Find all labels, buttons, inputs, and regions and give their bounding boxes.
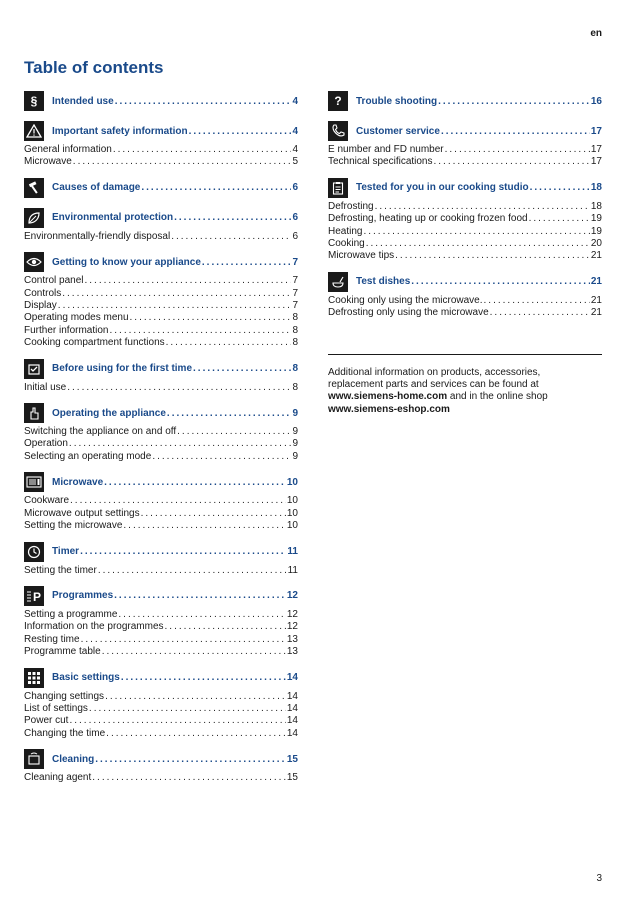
dot-leader [363,226,589,238]
toc-entry-text: Cooking compartment functions [24,337,165,349]
toc-entry-text: Control panel [24,275,84,287]
dot-leader [193,363,291,374]
toc-page: 15 [286,772,298,784]
toc-heading[interactable] [24,402,298,424]
toc-entry[interactable] [328,238,602,250]
toc-page: 12 [286,608,298,620]
toc-entry[interactable] [328,213,602,225]
dot-leader [89,703,286,715]
dot-leader [490,307,590,319]
toc-entry-text: Microwave tips [328,250,395,262]
toc-entry[interactable] [24,691,298,703]
svg-text:P: P [33,589,42,603]
toc-section [24,358,298,394]
dot-leader [81,634,286,646]
dot-leader [69,438,292,450]
toc-heading-line [52,408,298,419]
warning-triangle-icon [24,121,44,141]
toc-entry[interactable] [328,226,602,238]
toc-entry-text: Programme table [24,646,101,658]
toc-heading[interactable] [328,271,602,293]
dot-leader [98,565,287,577]
toc-heading[interactable] [24,177,298,199]
toc-section [24,471,298,532]
toc-heading-text: Customer service [356,125,440,137]
toc-page: 18 [590,200,602,212]
toc-entry[interactable] [24,703,298,715]
toc-entry-text: Display [24,300,57,312]
dot-leader [67,382,291,394]
toc-page: 4 [292,125,298,137]
toc-page: 10 [286,476,298,488]
toc-heading-text: Intended use [52,95,114,107]
dot-leader [106,728,286,740]
toc-page: 9 [292,426,298,438]
dot-leader [395,250,590,262]
dot-leader [58,300,292,312]
toc-heading-text: Environmental protection [52,212,174,224]
toc-entry[interactable] [24,144,298,156]
dot-leader [73,156,292,168]
toc-entry[interactable] [328,250,602,262]
dot-leader [375,201,590,213]
toc-entry-text: Operation [24,438,68,450]
toc-heading-line [52,212,298,223]
clock-icon [24,542,44,562]
dot-leader [530,182,590,193]
toc-entry-text: Further information [24,324,109,336]
toc-entry[interactable] [328,295,602,307]
toc-section [24,748,298,784]
toc-entry-text: List of settings [24,702,88,714]
dot-leader [70,495,286,507]
toc-entry[interactable] [24,426,298,438]
toc-page: 21 [590,250,602,262]
dot-leader [95,754,286,765]
grid-settings-icon [24,668,44,688]
toc-heading-text: Cleaning [52,753,95,765]
toc-entry[interactable] [24,634,298,646]
toc-entry[interactable] [24,382,298,394]
dot-leader [123,520,285,532]
additional-info [328,367,602,417]
toc-page: 14 [286,690,298,702]
toc-entry[interactable] [24,646,298,658]
question-mark-icon: ? [328,91,348,111]
toc-entry[interactable] [328,144,602,156]
toc-entry[interactable] [24,275,298,287]
toc-entry[interactable] [24,337,298,349]
toc-entry-text: Switching the appliance on and off [24,426,177,438]
toc-entry[interactable] [328,201,602,213]
toc-entry[interactable] [24,288,298,300]
toc-entry[interactable] [24,325,298,337]
toc-entry-text: Initial use [24,381,67,393]
toc-page: 11 [287,564,298,576]
dot-leader [366,238,590,250]
toc-heading-line [52,754,298,765]
dot-leader [130,312,292,324]
toc-page: 9 [292,450,298,462]
toc-section [328,90,602,112]
toc-heading-text: Trouble shooting [356,95,438,107]
dot-leader [166,337,292,349]
toc-heading-line [52,672,298,683]
toc-heading-line [52,257,298,268]
toc-heading-text: Operating the appliance [52,407,166,419]
toc-heading[interactable] [328,90,602,112]
dot-leader [118,609,285,621]
toc-entry[interactable] [24,520,298,532]
toc-section [24,541,298,577]
toc-entry-text: Cleaning agent [24,772,92,784]
toc-heading[interactable] [24,748,298,770]
toc-page: 14 [286,702,298,714]
toc-heading-text: Before using for the first time [52,363,193,375]
toc-heading-line [52,546,298,557]
toc-page: 17 [590,125,602,137]
toc-entry-text: Changing settings [24,690,105,702]
toc-page: 15 [286,753,298,765]
toc-page: 10 [286,495,298,507]
toc-entry[interactable] [24,156,298,168]
toc-entry-text: Resting time [24,633,80,645]
toc-entry-text: Defrosting [328,200,374,212]
toc-section [328,177,602,263]
toc-heading-text: Timer [52,546,80,557]
toc-heading[interactable] [24,667,298,689]
toc-entry[interactable] [24,231,298,243]
toc-entry-text: Cookware [24,495,70,507]
dot-leader [109,325,291,337]
toc-page: 5 [292,156,298,168]
toc-entry-text: Selecting an operating mode [24,450,152,462]
toc-entry-text: Information on the programmes [24,621,164,633]
toc-page: 17 [590,156,602,168]
toc-entry[interactable] [24,438,298,450]
dot-leader [434,156,590,168]
info-line [328,404,602,416]
first-use-icon [24,359,44,379]
toc-page: 6 [292,182,298,194]
toc-entry-text: Setting the microwave [24,520,123,532]
toc-page: 11 [287,546,298,557]
toc-heading-line [356,182,602,193]
toc-heading[interactable] [24,251,298,273]
dot-leader [202,257,292,268]
toc-page: 13 [286,646,298,658]
toc-page: 8 [292,337,298,349]
info-line: Additional information on products, accessories, [328,366,541,378]
toc-heading[interactable] [328,177,602,199]
dot-leader [113,144,292,156]
toc-heading-line [356,276,602,287]
toc-heading[interactable] [24,541,298,563]
dot-leader [152,451,291,463]
toc-section [24,667,298,741]
toc-heading-text: Causes of damage [52,182,141,194]
toc-page: 19 [590,213,602,225]
toc-right-column [328,90,602,416]
toc-page: 14 [286,672,298,684]
toc-heading-text: Microwave [52,476,104,488]
toc-heading-text: Tested for you in our cooking studio [356,182,529,194]
toc-page: 8 [292,324,298,336]
toc-heading-line [52,363,298,374]
toc-page: 19 [590,225,602,237]
section-safety-icon: § [24,91,44,111]
toc-page: 18 [590,182,602,194]
info-line [328,391,602,403]
toc-entry-text: Controls [24,287,62,299]
toc-entry-text: Cooking [328,238,365,250]
toc-entry[interactable] [24,728,298,740]
hammer-icon [24,178,44,198]
toc-entry[interactable] [24,565,298,577]
toc-section [24,120,298,169]
dot-leader [104,477,286,488]
toc-page: 10 [286,507,298,519]
dot-leader [171,231,291,243]
toc-entry-text: Setting the timer [24,564,97,576]
toc-page: 9 [292,438,298,450]
toc-entry[interactable] [24,621,298,633]
toc-page: 7 [292,275,298,287]
toc-page: 8 [292,363,298,375]
toc-entry-text: Power cut [24,715,69,727]
toc-page: 21 [590,307,602,319]
toc-page: 14 [286,715,298,727]
toc-heading-text: Programmes [52,590,114,602]
toc-heading[interactable] [328,120,602,142]
link-siemens-eshop[interactable]: www.siemens-eshop.com [328,403,450,415]
dot-leader [529,213,590,225]
toc-entry[interactable] [24,772,298,784]
toc-page: 6 [292,230,298,242]
toc-page: 21 [590,276,602,288]
info-text: and in the online shop [447,391,548,403]
dot-leader [84,275,291,287]
divider [328,354,602,355]
toc-entry[interactable] [24,715,298,727]
dot-leader [165,621,286,633]
toc-page: 7 [292,287,298,299]
toc-section [24,251,298,349]
toc-heading[interactable] [24,120,298,142]
toc-heading-text: Important safety information [52,125,188,137]
toc-section [24,90,298,112]
toc-heading[interactable] [24,358,298,380]
toc-entry-text: Operating modes menu [24,312,129,324]
toc-entry[interactable] [24,312,298,324]
toc-heading-line [52,96,298,107]
toc-page: 13 [286,633,298,645]
toc-page: 4 [292,144,298,155]
dot-leader [141,182,291,193]
toc-page: 8 [292,312,298,324]
page-title: Table of contents [24,58,164,77]
toc-entry-text: Microwave [24,156,72,168]
clipboard-tested-icon [328,178,348,198]
toc-page: 7 [292,256,298,268]
toc-page: 6 [292,212,298,224]
toc-heading[interactable] [24,207,298,229]
toc-entry-text: Changing the time [24,727,106,739]
toc-entry[interactable] [328,156,602,168]
toc-page: 4 [292,95,298,107]
programme-p-icon [24,586,44,606]
dot-leader [445,144,590,156]
dot-leader [441,126,590,137]
link-siemens-home[interactable]: www.siemens-home.com [328,391,448,403]
toc-page: 21 [590,294,602,306]
toc-entry-text: Microwave output settings [24,507,140,519]
toc-page: 10 [286,520,298,532]
toc-entry[interactable] [328,307,602,319]
toc-heading-line [52,182,298,193]
toc-page: 20 [590,238,602,250]
dot-leader [69,715,285,727]
sponge-cleaning-icon [24,749,44,769]
toc-entry[interactable] [24,300,298,312]
toc-section [328,271,602,320]
dot-leader [102,646,286,658]
dot-leader [411,276,590,287]
test-dish-icon [328,272,348,292]
toc-section [24,585,298,659]
eye-icon [24,252,44,272]
dot-leader [484,295,590,307]
dot-leader [105,691,286,703]
toc-heading-text: Getting to know your appliance [52,256,201,268]
leaf-icon [24,208,44,228]
dot-leader [115,96,292,107]
toc-entry-text: Defrosting, heating up or cooking frozen food [328,213,528,225]
toc-page: 8 [292,381,298,393]
dot-leader [80,546,286,557]
toc-entry-text: General information [24,144,112,155]
toc-page: 17 [590,144,602,155]
toc-entry[interactable] [24,508,298,520]
toc-heading-text: Test dishes [356,276,411,288]
toc-heading[interactable] [24,90,298,112]
phone-icon [328,121,348,141]
toc-heading[interactable] [24,585,298,607]
toc-page: 9 [292,407,298,419]
toc-entry[interactable] [24,451,298,463]
toc-entry-text: Environmentally-friendly disposal [24,230,171,242]
toc-heading-line [52,477,298,488]
toc-heading-line [356,96,602,107]
toc-heading-line [52,126,298,137]
dot-leader [174,212,291,223]
toc-entry-text: Setting a programme [24,608,118,620]
toc-page: 12 [286,621,298,633]
dot-leader [141,508,286,520]
toc-heading-line [356,126,602,137]
toc-page: 14 [286,727,298,739]
toc-entry-text: Defrosting only using the microwave [328,307,489,319]
hand-operate-icon [24,403,44,423]
toc-heading-text: Basic settings [52,672,120,684]
dot-leader [121,672,286,683]
dot-leader [189,126,292,137]
dot-leader [62,288,291,300]
toc-left-column [24,90,298,793]
toc-page: 12 [286,590,298,602]
page-number: 3 [596,873,602,884]
language-label: en [590,28,602,39]
toc-entry[interactable] [24,609,298,621]
toc-section [328,120,602,169]
toc-page: 16 [590,95,602,107]
microwave-icon [24,472,44,492]
dot-leader [167,408,292,419]
toc-heading-line [52,590,298,601]
toc-entry-text: E number and FD number [328,144,444,155]
toc-entry-text: Heating [328,225,363,237]
dot-leader [438,96,590,107]
toc-entry-text: Cooking only using the microwave. [328,294,483,306]
toc-section [24,207,298,243]
info-line: replacement parts and services can be found at [328,379,539,391]
toc-heading[interactable] [24,471,298,493]
dot-leader [114,590,286,601]
toc-page: 7 [292,300,298,312]
toc-section [24,402,298,463]
toc-entry[interactable] [24,495,298,507]
toc-entry-text: Technical specifications [328,156,433,168]
dot-leader [177,426,291,438]
toc-section [24,177,298,199]
dot-leader [92,772,286,784]
